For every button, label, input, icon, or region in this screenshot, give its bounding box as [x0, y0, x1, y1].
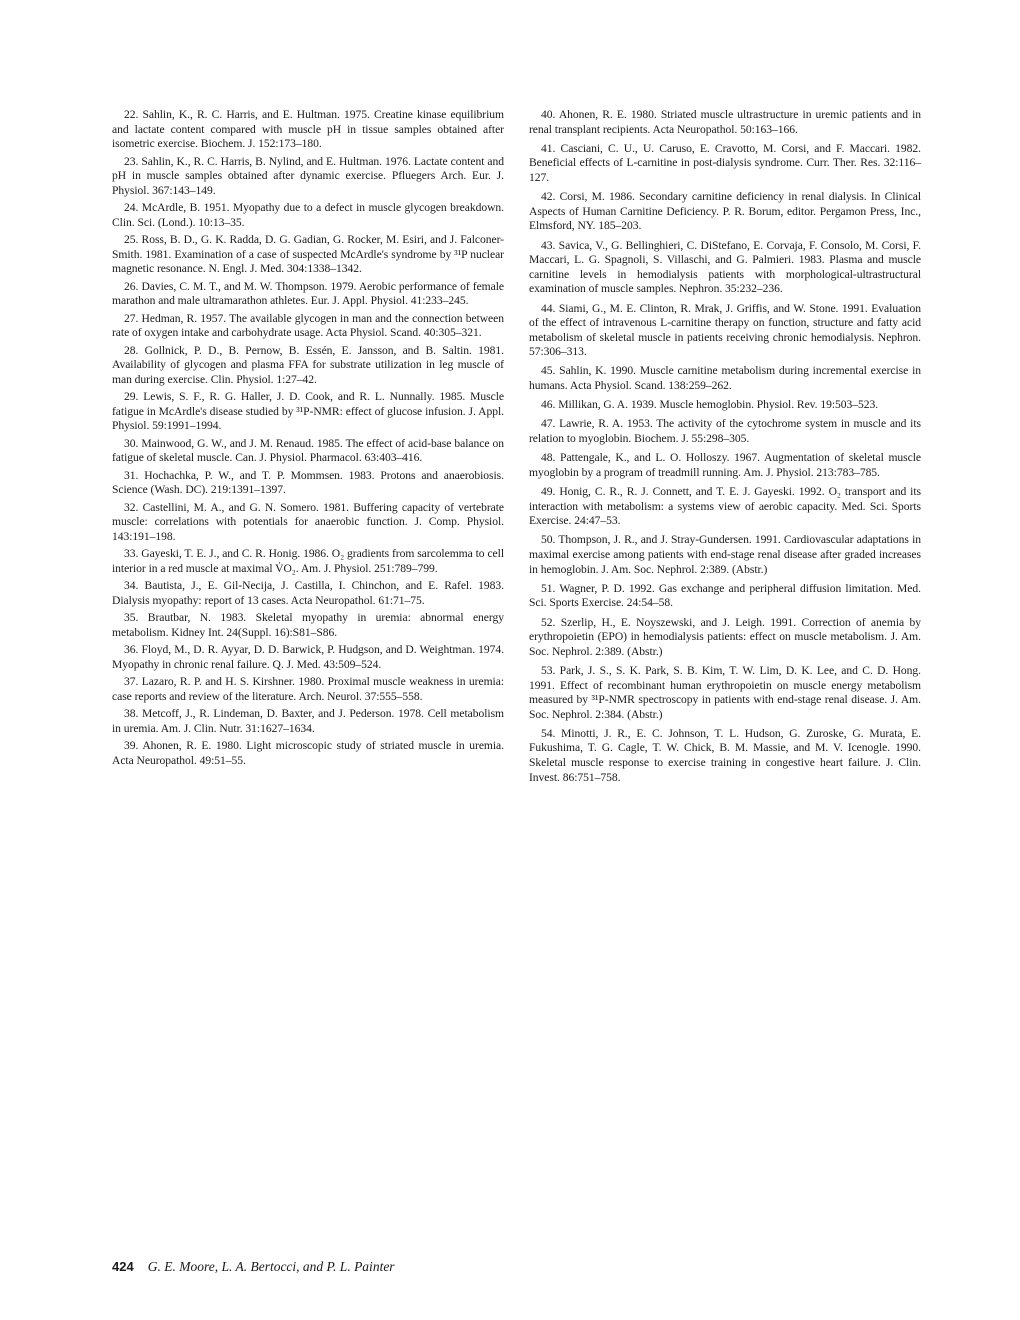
reference-item: 31. Hochachka, P. W., and T. P. Mommsen. 1983. Protons and anaerobiosis. Science (Wash. DC). 219:1391–1397.: [112, 468, 504, 497]
reference-item: 53. Park, J. S., S. K. Park, S. B. Kim, T. W. Lim, D. K. Lee, and C. D. Hong. 1991. Effect of recombinant human erythropoietin on muscle energy metabolism measured by ³¹P-NMR spectroscopy in patients with end-stage renal disease. J. Am. Soc. Nephrol. 2:384. (Abstr.): [529, 663, 921, 721]
reference-item: 22. Sahlin, K., R. C. Harris, and E. Hultman. 1975. Creatine kinase equilibrium and lactate content compared with muscle pH in tissue samples obtained after isometric exercise. Biochem. J. 152:173–180.: [112, 108, 504, 151]
running-author-line: G. E. Moore, L. A. Bertocci, and P. L. Painter: [147, 1259, 395, 1274]
reference-item: 28. Gollnick, P. D., B. Pernow, B. Essén, E. Jansson, and B. Saltin. 1981. Availability of glycogen and plasma FFA for substrate utilization in leg muscle of man during exercise. Clin. Physiol. 1:27–42.: [112, 343, 504, 386]
reference-item: 47. Lawrie, R. A. 1953. The activity of the cytochrome system in muscle and its relation to myoglobin. Biochem. J. 55:298–305.: [529, 417, 921, 446]
reference-item: 52. Szerlip, H., E. Noyszewski, and J. Leigh. 1991. Correction of anemia by erythropoietin (EPO) in hemodialysis patients: effect on muscle metabolism. J. Am. Soc. Nephrol. 2:389. (Abstr.): [529, 615, 921, 658]
reference-list-right: [529, 108, 921, 790]
reference-item: 29. Lewis, S. F., R. G. Haller, J. D. Cook, and R. L. Nunnally. 1985. Muscle fatigue in McArdle's disease studied by ³¹P-NMR: effect of glucose infusion. J. Appl. Physiol. 59:1991–1994.: [112, 390, 504, 433]
reference-item: 46. Millikan, G. A. 1939. Muscle hemoglobin. Physiol. Rev. 19:503–523.: [541, 398, 879, 412]
reference-item: 24. McArdle, B. 1951. Myopathy due to a defect in muscle glycogen breakdown. Clin. Sci. (Lond.). 10:13–35.: [112, 201, 504, 229]
reference-list-left: [112, 108, 504, 771]
reference-item: 48. Pattengale, K., and L. O. Holloszy. 1967. Augmentation of skeletal muscle myoglobin by a program of treadmill running. Am. J. Physiol. 213:783–785.: [529, 451, 921, 479]
reference-item: 54. Minotti, J. R., E. C. Johnson, T. L. Hudson, G. Zuroske, G. Murata, E. Fukushima, T. G. Cagle, T. W. Chick, B. M. Massie, and M. V. Icenogle. 1990. Skeletal muscle response to exercise training in congestive heart failure. J. Clin. Invest. 86:751–758.: [529, 726, 921, 784]
reference-item: 32. Castellini, M. A., and G. N. Somero. 1981. Buffering capacity of vertebrate muscle: correlations with potentials for anaerobic function. J. Comp. Physiol. 143:191–198.: [112, 500, 504, 543]
reference-item: 23. Sahlin, K., R. C. Harris, B. Nylind, and E. Hultman. 1976. Lactate content and pH in muscle samples obtained after dynamic exercise. Pfluegers Arch. Eur. J. Physiol. 367:143–149.: [112, 154, 504, 197]
reference-item: 44. Siami, G., M. E. Clinton, R. Mrak, J. Griffis, and W. Stone. 1991. Evaluation of the effect of intravenous L-carnitine therapy on function, structure and fatty acid metabolism of skeletal muscle in patients receiving chronic hemodialysis. Nephron. 57:306–313.: [529, 301, 921, 359]
reference-item: 40. Ahonen, R. E. 1980. Striated muscle ultrastructure in uremic patients and in renal transplant recipients. Acta Neuropathol. 50:163–166.: [529, 108, 921, 136]
reference-item: 43. Savica, V., G. Bellinghieri, C. DiStefano, E. Corvaja, F. Consolo, M. Corsi, F. Maccari, L. G. Spagnoli, S. Villaschi, and G. Palmieri. 1983. Plasma and muscle carnitine levels in hemodialysis patients with morphological-ultrastructural examination of muscle samples. Nephron. 35:232–236.: [529, 238, 921, 296]
reference-item: 26. Davies, C. M. T., and M. W. Thompson. 1979. Aerobic performance of female marathon and male ultramarathon athletes. Eur. J. Appl. Physiol. 41:233–245.: [112, 279, 504, 308]
reference-item: 38. Metcoff, J., R. Lindeman, D. Baxter, and J. Pederson. 1978. Cell metabolism in uremia. Am. J. Clin. Nutr. 31:1627–1634.: [112, 707, 504, 735]
reference-item: 37. Lazaro, R. P. and H. S. Kirshner. 1980. Proximal muscle weakness in uremia: case reports and review of the literature. Arch. Neurol. 37:555–558.: [112, 675, 504, 703]
reference-item: 42. Corsi, M. 1986. Secondary carnitine deficiency in renal dialysis. In Clinical Aspects of Human Carnitine Deficiency. P. R. Borum, editor. Pergamon Press, Inc., Elmsford, NY. 185–203.: [529, 190, 921, 233]
reference-item: 25. Ross, B. D., G. K. Radda, D. G. Gadian, G. Rocker, M. Esiri, and J. Falconer-Smith. 1981. Examination of a case of suspected McArdle's syndrome by ³¹P nuclear magnetic resonance. N. Engl. J. Med. 304:1338–1342.: [112, 233, 504, 276]
reference-item: 27. Hedman, R. 1957. The available glycogen in man and the connection between rate of oxygen intake and carbohydrate usage. Acta Physiol. Scand. 40:305–321.: [112, 311, 504, 340]
reference-item: 39. Ahonen, R. E. 1980. Light microscopic study of striated muscle in uremia. Acta Neuropathol. 49:51–55.: [112, 739, 504, 767]
reference-item: 30. Mainwood, G. W., and J. M. Renaud. 1985. The effect of acid-base balance on fatigue of skeletal muscle. Can. J. Physiol. Pharmacol. 63:403–416.: [112, 436, 504, 465]
reference-item: 36. Floyd, M., D. R. Ayyar, D. D. Barwick, P. Hudgson, and D. Weightman. 1974. Myopathy in chronic renal failure. Q. J. Med. 43:509–524.: [112, 643, 504, 671]
reference-item: 41. Casciani, C. U., U. Caruso, E. Cravotto, M. Corsi, and F. Maccari. 1982. Beneficial effects of L-carnitine in post-dialysis syndrome. Curr. Ther. Res. 32:116–127.: [529, 141, 921, 184]
page-footer: [112, 1258, 395, 1276]
reference-item: 34. Bautista, J., E. Gil-Necija, J. Castilla, I. Chinchon, and E. Rafel. 1983. Dialysis myopathy: report of 13 cases. Acta Neuropathol. 61:71–75.: [112, 579, 504, 607]
page-number: 424: [112, 1259, 134, 1274]
reference-item: 35. Brautbar, N. 1983. Skeletal myopathy in uremia: abnormal energy metabolism. Kidney Int. 24(Suppl. 16):S81–S86.: [112, 611, 504, 639]
reference-item: 50. Thompson, J. R., and J. Stray-Gundersen. 1991. Cardiovascular adaptations in maximal exercise among patients with end-stage renal disease after graded increases in hemoglobin. J. Am. Soc. Nephrol. 2:389. (Abstr.): [529, 533, 921, 576]
reference-item: 45. Sahlin, K. 1990. Muscle carnitine metabolism during incremental exercise in humans. Acta Physiol. Scand. 138:259–262.: [529, 364, 921, 393]
reference-item: 49. Honig, C. R., R. J. Connett, and T. E. J. Gayeski. 1992. O₂ transport and its interaction with metabolism: a systems view of aerobic capacity. Med. Sci. Sports Exercise. 24:47–53.: [529, 485, 921, 528]
reference-item: 51. Wagner, P. D. 1992. Gas exchange and peripheral diffusion limitation. Med. Sci. Sports Exercise. 24:54–58.: [529, 581, 921, 610]
reference-item: 33. Gayeski, T. E. J., and C. R. Honig. 1986. O₂ gradients from sarcolemma to cell interior in a red muscle at maximal V̇O₂. Am. J. Physiol. 251:789–799.: [112, 547, 504, 575]
